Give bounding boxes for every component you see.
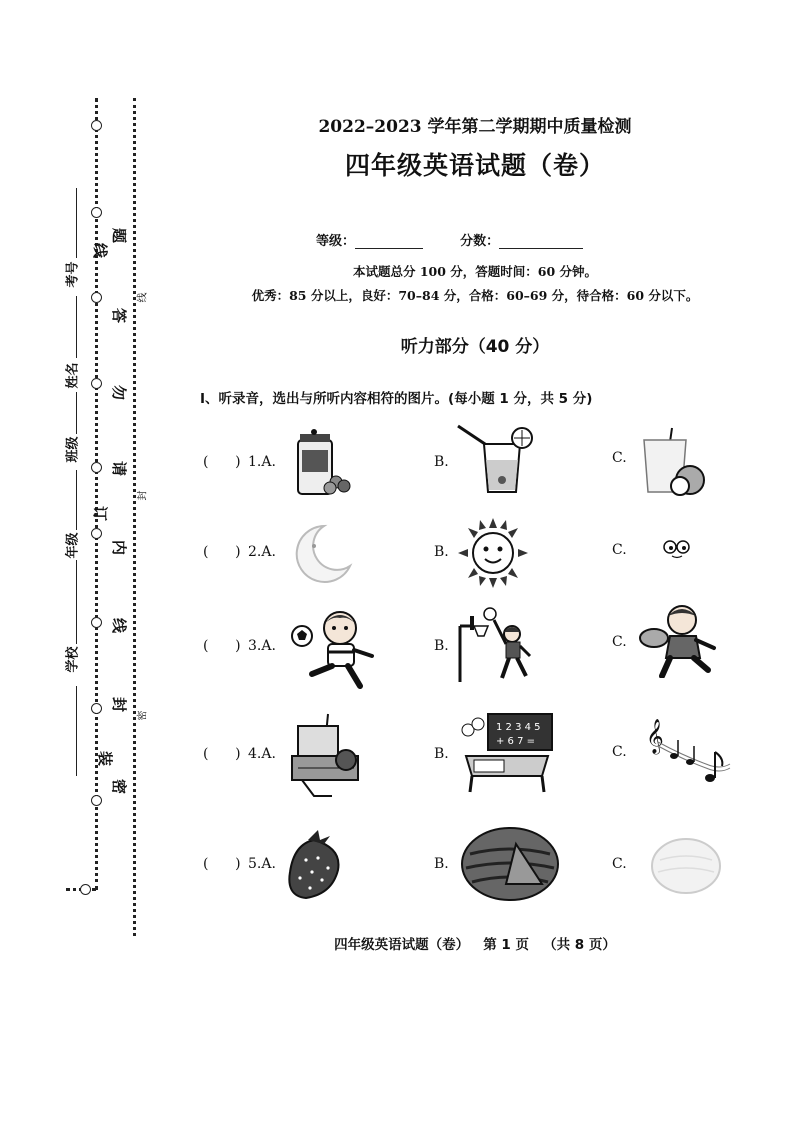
pencil-box-picture (288, 712, 364, 802)
jam-jar-picture (292, 428, 356, 498)
exam-number-line[interactable] (76, 188, 77, 258)
listening-section-title: 听力部分（40 分） (400, 337, 550, 357)
binding-hole-icon (91, 292, 102, 303)
question-number: 5.A. (248, 856, 276, 872)
name-label: 姓名 (65, 362, 81, 389)
question-row-1 (0, 420, 794, 510)
margin-char: 答 (110, 307, 129, 324)
football-boy-picture (290, 606, 378, 690)
grading-levels-info: 优秀：85 分以上，良好：70–84 分，合格：60–69 分，待合格：60 分以下。 (251, 288, 699, 303)
exam-number-label: 考号 (65, 261, 81, 288)
answer-paren[interactable]: ( ) (203, 544, 241, 560)
margin-char: 线 (110, 617, 129, 634)
binding-hole-icon (91, 207, 102, 218)
score-label: 分数： (460, 234, 500, 249)
page-footer: 四年级英语试题（卷） 第 1 页 （共 8 页） (334, 937, 616, 953)
margin-char: 密 (110, 778, 129, 795)
option-c-label: C. (612, 542, 627, 558)
juice-glass-picture (456, 422, 536, 496)
option-b-label: B. (434, 746, 449, 762)
margin-char: 题 (110, 227, 129, 244)
answer-paren[interactable]: ( ) (203, 638, 241, 654)
question-row-5 (0, 818, 794, 908)
question-number: 3.A. (248, 638, 276, 654)
margin-small-char: 密 (137, 710, 149, 721)
question-number: 2.A. (248, 544, 276, 560)
total-score-info: 本试题总分 100 分，答题时间：60 分钟。 (352, 264, 598, 279)
face-picture (662, 538, 692, 560)
grade-blank[interactable] (355, 234, 423, 249)
classroom-desk-picture (460, 710, 556, 794)
melon-picture (650, 836, 722, 896)
strawberry-picture (284, 830, 346, 902)
basketball-boy-picture (454, 604, 538, 684)
option-b-label: B. (434, 638, 449, 654)
margin-char: 装 (96, 750, 115, 767)
option-c-label: C. (612, 856, 627, 872)
question-row-4 (0, 708, 794, 798)
grade-label: 等级： (316, 234, 356, 249)
margin-small-char: 封 (137, 490, 149, 501)
answer-paren[interactable]: ( ) (203, 856, 241, 872)
answer-paren[interactable]: ( ) (203, 454, 241, 470)
svg-text:1 2 3 4 5: 1 2 3 4 5 (496, 722, 541, 733)
option-b-label: B. (434, 454, 449, 470)
margin-char: 请 (110, 460, 129, 477)
svg-text:𝄞: 𝄞 (646, 719, 664, 754)
grade-label: 年级 (65, 532, 81, 559)
binding-hole-icon (91, 120, 102, 131)
milk-glass-picture (638, 426, 712, 498)
name-line[interactable] (76, 296, 77, 358)
moon-picture (284, 522, 354, 584)
exam-year-line: 2022–2023 学年第二学期期中质量检测 (318, 117, 632, 137)
margin-char: 线 (91, 242, 110, 259)
school-label: 学校 (65, 646, 81, 673)
part1-instruction: I、听录音，选出与所听内容相符的图片。(每小题 1 分，共 5 分) (200, 391, 593, 407)
score-blank[interactable] (499, 234, 583, 249)
option-b-label: B. (434, 856, 449, 872)
margin-char: 内 (110, 539, 129, 556)
option-c-label: C. (612, 450, 627, 466)
option-c-label: C. (612, 634, 627, 650)
grade-score-row (316, 230, 583, 249)
music-notes-picture (644, 712, 734, 796)
margin-char: 勿 (110, 384, 129, 401)
question-row-2 (0, 505, 794, 598)
question-row-3 (0, 600, 794, 690)
question-number: 1.A. (248, 454, 276, 470)
svg-text:+ 6 7 =: + 6 7 = (496, 736, 536, 747)
ping-pong-boy-picture (636, 602, 718, 678)
answer-paren[interactable]: ( ) (203, 746, 241, 762)
option-c-label: C. (612, 744, 627, 760)
margin-small-char: 线 (137, 292, 149, 303)
option-b-label: B. (434, 544, 449, 560)
class-label: 班级 (65, 436, 81, 463)
watermelon-picture (460, 824, 560, 904)
sun-picture (452, 516, 534, 590)
binding-hole-icon (91, 378, 102, 389)
margin-char: 订 (91, 505, 110, 522)
exam-title: 四年级英语试题（卷） (344, 151, 605, 180)
question-number: 4.A. (248, 746, 276, 762)
margin-char: 封 (110, 696, 129, 713)
